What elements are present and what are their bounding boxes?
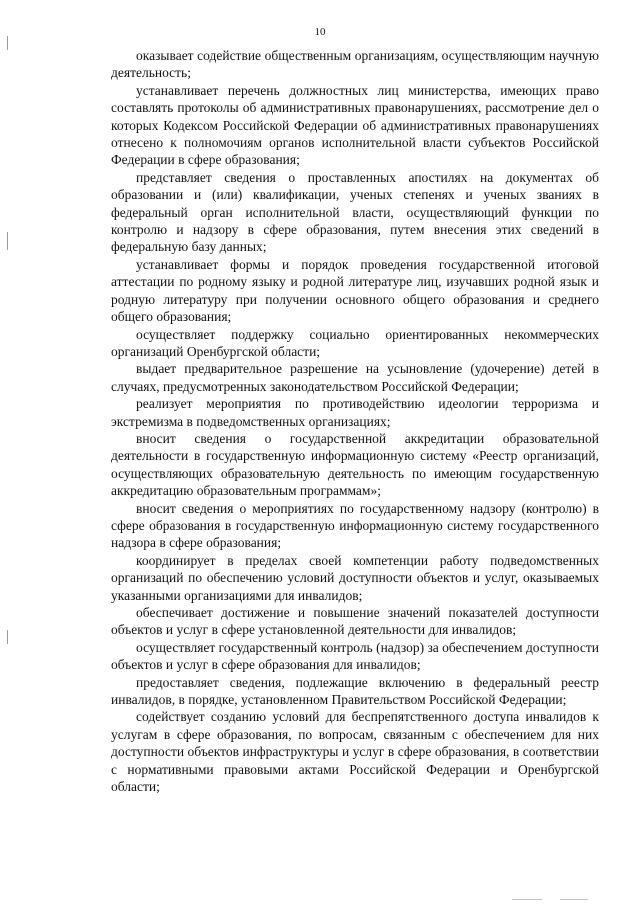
paragraph: оказывает содействие общественным организациям, осуществляющим научную деятельность; bbox=[111, 48, 599, 81]
paragraph: вносит сведения о государственной аккредитации образовательной деятельности в государственную информационную систему «Реестр организаций, осуществляющих образовательную деятельность по имеющим государственную аккредитацию образовательным программам»; bbox=[111, 430, 599, 499]
paragraph: выдает предварительное разрешение на усыновление (удочерение) детей в случаях, предусмотренных законодательством Российской Федерации; bbox=[111, 361, 599, 394]
paragraph: обеспечивает достижение и повышение значений показателей доступности объектов и услуг в сфере установленной деятельности для инвалидов; bbox=[111, 605, 599, 638]
paragraph: содействует созданию условий для беспрепятственного доступа инвалидов к услугам в сфере образования, по вопросам, связанным с обеспечением для них доступности объектов инфраструктуры и услуг в сфере образования, в соответствии с нормативными правовыми актами Российской Федерации и Оренбургской области; bbox=[111, 709, 599, 795]
paragraph: осуществляет поддержку социально ориентированных некоммерческих организаций Оренбургской области; bbox=[111, 326, 599, 359]
paragraph: реализует мероприятия по противодействию идеологии терроризма и экстремизма в подведомственных организациях; bbox=[111, 396, 599, 429]
scan-mark bbox=[7, 36, 8, 50]
paragraph: устанавливает перечень должностных лиц министерства, имеющих право составлять протоколы об административных правонарушениях, рассмотрение дел о которых Кодексом Российской Федерации об административных правонарушениях отнесено к полномочиям органов исполнительной власти субъектов Российской Федерации в сфере образования; bbox=[111, 82, 599, 168]
document-body bbox=[111, 47, 599, 795]
paragraph: устанавливает формы и порядок проведения государственной итоговой аттестации по родному языку и родной литературе лиц, изучавших родной язык и родную литературу при получении основного общего образования и среднего общего образования; bbox=[111, 256, 599, 325]
paragraph: осуществляет государственный контроль (надзор) за обеспечением доступности объектов и услуг в сфере образования для инвалидов; bbox=[111, 639, 600, 673]
page-number: 10 bbox=[314, 26, 326, 38]
paragraph: координирует в пределах своей компетенции работу подведомственных организаций по обеспечению условий доступности объектов и услуг, оказываемых указанными организациями для инвалидов; bbox=[111, 552, 599, 603]
paragraph: предоставляет сведения, подлежащие включению в федеральный реестр инвалидов, в порядке, установленном Правительством Российской Федерации; bbox=[111, 674, 599, 708]
scan-mark bbox=[7, 232, 8, 250]
scan-mark bbox=[512, 899, 542, 900]
scan-mark bbox=[7, 630, 8, 644]
paragraph: представляет сведения о проставленных апостилях на документах об образовании и (или) квалификации, ученых степенях и ученых званиях в федеральный орган исполнительной власти, осуществляющий функции по контролю и надзору в сфере образования, путем внесения этих сведений в федеральную базу данных; bbox=[111, 169, 599, 255]
scan-mark bbox=[560, 899, 588, 900]
paragraph: вносит сведения о мероприятиях по государственному надзору (контролю) в сфере образования в государственную информационную систему государственного надзора в сфере образования; bbox=[111, 500, 599, 551]
